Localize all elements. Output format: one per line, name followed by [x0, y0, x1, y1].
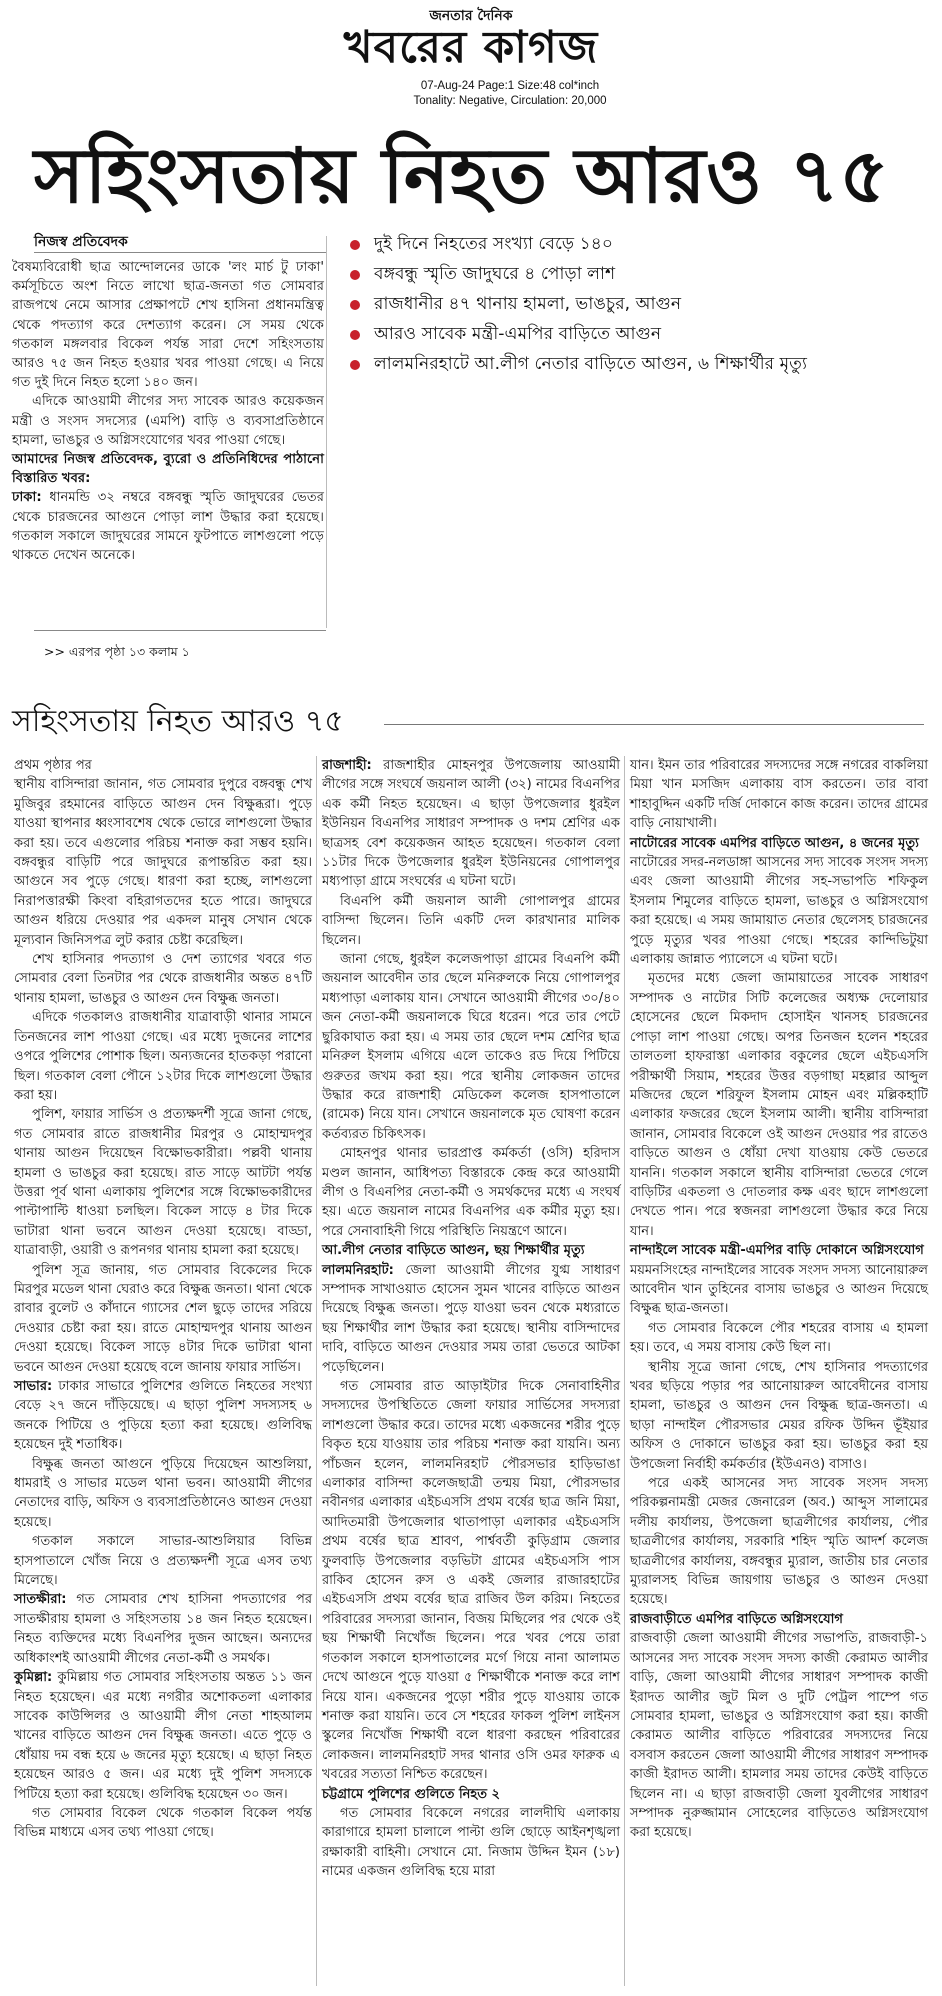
- subheading: চট্টগ্রামে পুলিশের গুলিতে নিহত ২: [322, 1786, 500, 1802]
- bullet-text: আরও সাবেক মন্ত্রী-এমপির বাড়িতে আগুন: [374, 324, 662, 344]
- subheading: নাটোরের সাবেক এমপির বাড়িতে আগুন, ৪ জনের মৃত্যু: [630, 835, 919, 851]
- lead-story: [12, 258, 324, 565]
- dateline-label: সাতক্ষীরা:: [14, 1592, 67, 1608]
- article-column-2: [322, 756, 620, 1882]
- paragraph: ময়মনসিংহের নান্দাইলের সাবেক সংসদ সদস্য আনোয়ারুল আবেদীন খান তুহিনের বাসায় ভাঙচুর ও আগুন দিয়েছে বিক্ষুব্ধ ছাত্র-জনতা।: [630, 1262, 928, 1317]
- bullet-item: [350, 320, 920, 350]
- article-column-1: [14, 756, 312, 1843]
- dateline-text: কুমিল্লায় গত সোমবার সহিংসতায় অন্তত ১১ জন নিহত হয়েছেন। এর মধ্যে নগরীর অশোকতলা এলাকার সাবেক কাউন্সিলর ও আওয়ামী লীগ নেতা শাহআলম খানের বাড়িতে আগুন দেন বিক্ষুব্ধ জনতা। এতে পুড়ে ও ধোঁয়ায় দম বন্ধ হয়ে ৬ জনের মৃত্যু হয়েছে। এ ছাড়া নিহত হয়েছেন আরও ৫ জন। এর মধ্যে দুই পুলিশ সদস্যকে পিটিয়ে হত্যা করা হয়েছে। গুলিবিদ্ধ হয়েছেন ৩০ জন।: [14, 1670, 312, 1802]
- paragraph: গত সোমবার বিকেলে পৌর শহরের বাসায় এ হামলা হয়। তবে, এ সময় বাসায় কেউ ছিল না।: [630, 1320, 928, 1356]
- red-bullet-icon: [350, 330, 360, 340]
- paragraph: শেখ হাসিনার পদত্যাগ ও দেশ ত্যাগের খবরে গত সোমবার বেলা তিনটার পর থেকে রাজধানীর অন্তত ৪৭টি থানায় হামলা, ভাঙচুর ও আগুন দেন বিক্ষুব্ধ জনতা।: [14, 952, 312, 1006]
- dateline-label: ঢাকা:: [12, 490, 42, 506]
- main-headline: সহিংসতায় নিহত আরও ৭৫: [34, 131, 890, 220]
- paragraph: গতকাল সকালে সাভার-আশুলিয়ার বিভিন্ন হাসপাতালে খোঁজ নিয়ে ও প্রত্যক্ষদর্শী সূত্রে এসব তথ্য মিলেছে।: [14, 1534, 312, 1589]
- bullet-item: [350, 230, 920, 260]
- dateline-text: জেলা আওয়ামী লীগের যুগ্ম সাধারণ সম্পাদক সাখাওয়াত হোসেন সুমন খানের বাড়িতে আগুন দিয়েছে বিক্ষুব্ধ জনতা। পুড়ে যাওয়া ভবন থেকে মধ্যরাতে ছয় শিক্ষার্থীর লাশ উদ্ধার করা হয়েছে। স্থানীয় বাসিন্দাদের দাবি, বাড়িতে আগুন দেওয়ার সময় তারা ভেতরে আটকা পড়েছিলেন।: [322, 1262, 620, 1375]
- red-bullet-icon: [350, 300, 360, 310]
- paragraph: [14, 1590, 312, 1668]
- article-column-3: [630, 756, 928, 1843]
- paragraph: [14, 1668, 312, 1804]
- clipping-meta-tonality: Tonality: Negative, Circulation: 20,000: [413, 95, 607, 107]
- dateline-text: ঢাকার সাভারে পুলিশের গুলিতে নিহতের সংখ্যা বেড়ে ২৭ জনে দাঁড়িয়েছে। এ ছাড়া পুলিশ সদস্যসহ ৬ জনকে পিটিয়ে ও পুড়িয়ে হত্যা করা হয়েছে। গুলিবিদ্ধ হয়েছেন দুই শতাধিক।: [14, 1379, 312, 1453]
- paragraph: মোহনপুর থানার ভারপ্রাপ্ত কর্মকর্তা (ওসি) হরিদাস মণ্ডল জানান, আধিপত্য বিস্তারকে কেন্দ্র করে আওয়ামী লীগ ও বিএনপির নেতা-কর্মী ও সমর্থকদের মধ্যে এ সংঘর্ষ হয়। এতে জয়নাল নামের বিএনপির এক কর্মীর মৃত্যু হয়। পরে সেনাবাহিনী গিয়ে পরিস্থিতি নিয়ন্ত্রণে আনে।: [322, 1146, 620, 1239]
- bullet-item: [350, 290, 920, 320]
- column-divider: [326, 236, 327, 628]
- paragraph: মৃতদের মধ্যে জেলা জামায়াতের সাবেক সাধারণ সম্পাদক ও নাটোর সিটি কলেজের অধ্যক্ষ দেলোয়ার হোসেনের ছেলে মিকদাদ হোসাইন খানসহ চারজনের পোড়া লাশ পাওয়া গেছে। অপর তিনজন হলেন শহরের তালতলা হাফরাস্তা এলাকার বকুলের ছেলে এইচএসসি পরীক্ষার্থী সিয়াম, শহরের উত্তর বড়গাছা মহল্লার আব্দুল মজিদের ছেলে শরিফুল ইসলাম মোহন এবং মল্লিকহাটি এলাকার ফজরের ছেলে ইসলাম আলী। স্থানীয় বাসিন্দারা জানান, সোমবার বিকেলে ওই আগুন দেওয়ার পর রাতেও বাড়িতে আগুন ও ধোঁয়া দেখা যাওয়ায় কেউ ভেতরে যাননি। গতকাল সকালে স্থানীয় বাসিন্দারা ভেতরে গেলে বাড়িটির একতলা ও দোতলার কক্ষ এবং ছাদে লাশগুলো দেখতে পান। পরে স্বজনরা লাশগুলো উদ্ধার করে নিয়ে যান।: [630, 971, 928, 1239]
- paragraph: পুলিশ সূত্র জানায়, গত সোমবার বিকেলের দিকে মিরপুর মডেল থানা ঘেরাও করে বিক্ষুব্ধ জনতা। থানা থেকে রাবার বুলেট ও কাঁদানে গ্যাসের শেল ছুড়ে তাদের সরিয়ে দেওয়ার চেষ্টা করা হয়। রাতে মোহাম্মদপুর থানায় আগুন দেওয়া হয়েছে। বিকেল সাড়ে ৪টার দিকে ভাটারা থানা ভবনে আগুন দেওয়া হয়েছে বলে জানায় ফায়ার সার্ভিস।: [14, 1262, 312, 1375]
- dateline-label: কুমিল্লা:: [14, 1670, 53, 1686]
- divider: [34, 630, 326, 631]
- paragraph: স্থানীয় সূত্রে জানা গেছে, শেখ হাসিনার পদত্যাগের খবর ছড়িয়ে পড়ার পর আনোয়ারুল আবেদীনের বাসায় হামলা, ভাঙচুর ও আগুন দেন বিক্ষুব্ধ ছাত্র-জনতা। এ ছাড়া নান্দাইল পৌরসভার মেয়র রফিক উদ্দিন ভূঁইয়ার অফিস ও দোকানে ভাঙচুর করা হয়। ভাঙচুর করা হয় উপজেলা নির্বাহী কর্মকর্তার (ইউএনও) বাসাও।: [630, 1359, 928, 1472]
- divider: [34, 252, 326, 253]
- dateline-label: সাভার:: [14, 1379, 53, 1394]
- column-divider: [624, 756, 625, 1986]
- lead-paragraph: [12, 488, 324, 565]
- paragraph: বিএনপি কর্মী জয়নাল আলী গোপালপুর গ্রামের বাসিন্দা ছিলেন। তিনি একটি দেল কারখানার মালিক ছিলেন।: [322, 893, 620, 948]
- paragraph: যান। ইমন তার পরিবারের সদস্যদের সঙ্গে নগরের বাকলিয়া মিয়া খান মসজিদ এলাকায় বাস করতেন। তার বাবা শাহাবুদ্দিন একটি দর্জি দোকানে কাজ করেন। তাদের গ্রামের বাড়ি নোয়াখালী।: [630, 758, 928, 832]
- column-divider: [316, 756, 317, 1986]
- red-bullet-icon: [350, 240, 360, 250]
- masthead-tagline: জনতার দৈনিক: [429, 8, 513, 24]
- clipping-meta-date: 07-Aug-24 Page:1 Size:48 col*inch: [420, 80, 600, 92]
- paragraph: স্থানীয় বাসিন্দারা জানান, গত সোমবার দুপুরে বঙ্গবন্ধু শেখ মুজিবুর রহমানের বাড়িতে আগুন দেন বিক্ষুব্ধরা। পুড়ে যাওয়া স্থাপনার ধ্বংসাবশেষ থেকে ভোরে লাশগুলো উদ্ধার করা হয়। তবে এগুলোর পরিচয় শনাক্ত করা সম্ভব হয়নি। বঙ্গবন্ধুর বাড়িটি পরে জাদুঘরে রূপান্তরিত করা হয়। আগুনে সব পুড়ে গেছে। ধারণা করা হচ্ছে, লাশগুলো নিরাপত্তারক্ষী কিংবা বহিরাগতদের হতে পারে। জাদুঘরে আগুন ধরিয়ে দেওয়ার পর একদল মানুষ সেখান থেকে মূল্যবান জিনিসপত্র লুট করার চেষ্টা করেছিল।: [14, 777, 312, 948]
- bullet-text: রাজধানীর ৪৭ থানায় হামলা, ভাঙচুর, আগুন: [374, 294, 682, 314]
- bullet-text: লালমনিরহাটে আ.লীগ নেতার বাড়িতে আগুন, ৬ শিক্ষার্থীর মৃত্যু: [374, 354, 808, 374]
- masthead: [0, 0, 942, 112]
- jump-headline: সহিংসতায় নিহত আরও ৭৫: [12, 704, 344, 739]
- paragraph: [14, 1377, 312, 1455]
- red-bullet-icon: [350, 360, 360, 370]
- dateline-text: রাজশাহীর মোহনপুর উপজেলায় আওয়ামী লীগের সঙ্গে সংঘর্ষে জয়নাল আলী (৩২) নামের বিএনপির এক কর্মী নিহত হয়েছেন। এ ছাড়া উপজেলার ধুরইল ইউনিয়ন বিএনপির সাধারণ সম্পাদক ও দশম শ্রেণির এক ছাত্রসহ বেশ কয়েকজন আহত হয়েছেন। গতকাল বেলা ১১টার দিকে উপজেলার ধুরইল ইউনিয়নের গোপালপুর মধ্যপাড়া গ্রামে সংঘর্ষের এ ঘটনা ঘটে।: [322, 758, 620, 890]
- paragraph: গত সোমবার বিকেল থেকে গতকাল বিকেল পর্যন্ত বিভিন্ন মাধ্যমে এসব তথ্য পাওয়া গেছে।: [14, 1805, 312, 1841]
- paragraph: [322, 756, 620, 892]
- bullet-text: বঙ্গবন্ধু স্মৃতি জাদুঘরে ৪ পোড়া লাশ: [374, 264, 616, 284]
- newspaper-logo: খবরের কাগজ: [343, 22, 599, 73]
- highlight-bullets: [350, 230, 920, 380]
- bullet-text: দুই দিনে নিহতের সংখ্যা বেড়ে ১৪০: [374, 234, 614, 254]
- subheading: রাজবাড়ীতে এমপির বাড়িতে অগ্নিসংযোগ: [630, 1611, 843, 1627]
- paragraph: পুলিশ, ফায়ার সার্ভিস ও প্রত্যক্ষদর্শী সূত্রে জানা গেছে, গত সোমবার রাতে রাজধানীর মিরপুর ও মোহাম্মদপুর থানায় আগুন দিয়েছেন বিক্ষোভকারীরা। পল্লবী থানায় হামলা ও ভাঙচুর করা হয়েছে। রাত সাড়ে আটটা পর্যন্ত উত্তরা পূর্ব থানা এলাকায় পুলিশের সঙ্গে বিক্ষোভকারীদের পাল্টাপাল্টি ধাওয়া চলছিল। বিকেল সাড়ে ৪ টার দিকে ভাটারা থানা ভবনে আগুন দেওয়া হয়েছে। বাড্ডা, যাত্রাবাড়ী, ওয়ারী ও রূপনগর থানায় হামলা করা হয়েছে।: [14, 1107, 312, 1259]
- paragraph: এদিকে গতকালও রাজধানীর যাত্রাবাড়ী থানার সামনে তিনজনের লাশ পাওয়া গেছে। এর মধ্যে দুজনের লাশের ওপরে পুলিশের পোশাক ছিল। অন্যজনের হাতকড়া পরানো ছিল। গতকাল বেলা পৌনে ১২টার দিকে লাশগুলো উদ্ধার করা হয়।: [14, 1010, 312, 1103]
- lead-paragraph: বৈষম্যবিরোধী ছাত্র আন্দোলনের ডাকে 'লং মার্চ টু ঢাকা' কর্মসূচিতে অংশ নিতে লাখো ছাত্র-জনতা গত সোমবার রাজপথে নেমে আসার প্রেক্ষাপটে শেখ হাসিনা প্রধানমন্ত্রিত্ব থেকে পদত্যাগ করে দেশত্যাগ করেন। সে সময় থেকে গতকাল মঙ্গলবার বিকেল পর্যন্ত সারা দেশে সহিংসতায় আরও ৭৫ জন নিহত হওয়ার খবর পাওয়া গেছে। এ নিয়ে গত দুই দিনে নিহত হলো ১৪০ জন।: [12, 260, 324, 391]
- dateline-text: গত সোমবার শেখ হাসিনা পদত্যাগের পর সাতক্ষীরায় হামলা ও সহিংসতায় ১৪ জন নিহত হয়েছেন। নিহত ব্যক্তিদের মধ্যে বিএনপির দুজন আছেন। অন্যদের অধিকাংশই আওয়ামী লীগের নেতা-কর্মী ও সমর্থক।: [14, 1592, 312, 1666]
- lead-paragraph: এদিকে আওয়ামী লীগের সদ্য সাবেক আরও কয়েকজন মন্ত্রী ও সংসদ সদস্যের (এমপি) বাড়ি ও ব্যবসাপ্রতিষ্ঠানে হামলা, ভাঙচুর ও অগ্নিসংযোগের খবর পাওয়া গেছে।: [12, 394, 324, 448]
- divider: [384, 724, 924, 725]
- jump-source-line: প্রথম পৃষ্ঠার পর: [14, 758, 92, 773]
- dateline-text: ধানমন্ডি ৩২ নম্বরে বঙ্গবন্ধু স্মৃতি জাদুঘরের ভেতর থেকে চারজনের আগুনে পোড়া লাশ উদ্ধার করা হয়েছে। গতকাল সকালে জাদুঘরের সামনে ফুটপাতে লাশগুলো পড়ে থাকতে দেখেন অনেকে।: [12, 490, 324, 564]
- paragraph: জানা গেছে, ধুরইল কলেজপাড়া গ্রামের বিএনপি কর্মী জয়নাল আবেদীন তার ছেলে মনিরুলকে নিয়ে গোপালপুর মধ্যপাড়া এলাকায় যান। সেখানে আওয়ামী লীগের ৩০/৪০ জন নেতা-কর্মী জয়নালকে ঘিরে ধরেন। পরে তার পেটে ছুরিকাঘাত করা হয়। এ সময় তার ছেলে দশম শ্রেণির ছাত্র মনিরুল ইসলাম এগিয়ে এলে তাকেও রড দিয়ে পিটিয়ে গুরুতর জখম করা হয়। পরে স্থানীয় লোকজন তাদের উদ্ধার করে রাজশাহী মেডিকেল কলেজ হাসপাতালে (রামেক) নিয়ে যান। সেখানে জয়নালকে মৃত ঘোষণা করেন কর্তব্যরত চিকিৎসক।: [322, 952, 620, 1142]
- paragraph: রাজবাড়ী জেলা আওয়ামী লীগের সভাপতি, রাজবাড়ী-১ আসনের সদ্য সাবেক সংসদ সদস্য কাজী কেরামত আলীর বাড়ি, জেলা আওয়ামী লীগের সাধারণ সম্পাদক কাজী ইরাদত আলীর জুট মিল ও দুটি পেট্রল পাম্পে গত সোমবার হামলা, ভাঙচুর ও অগ্নিসংযোগ করা হয়। কাজী কেরামত আলীর বাড়িতে পরিবারের সদস্যদের নিয়ে বসবাস করতেন জেলা আওয়ামী লীগের সাধারণ সম্পাদক কাজী ইরাদত আলী। হামলার সময় তাদের কেউই বাড়িতে ছিলেন না। এ ছাড়া রাজবাড়ী জেলা যুবলীগের সাধারণ সম্পাদক নুরুজ্জামান সোহেলের বাড়িতেও অগ্নিসংযোগ করা হয়েছে।: [630, 1631, 928, 1841]
- dateline-label: রাজশাহী:: [322, 758, 372, 773]
- paragraph: পরে একই আসনের সদ্য সাবেক সংসদ সদস্য পরিকল্পনামন্ত্রী মেজর জেনারেল (অব.) আব্দুস সালামের দলীয় কার্যালয়, উপজেলা ছাত্রলীগের কার্যালয়, পৌর ছাত্রলীগের কার্যালয়, সরকারি শহিদ স্মৃতি আদর্শ কলেজ ছাত্রলীগের কার্যালয়, বঙ্গবন্ধুর ম্যুরাল, জাতীয় চার নেতার ম্যুরালসহ বিভিন্ন জায়গায় ভাঙচুর ও আগুন দেওয়া হয়েছে।: [630, 1476, 928, 1608]
- bullet-item: [350, 260, 920, 290]
- continued-marker: >> এরপর পৃষ্ঠা ১৩ কলাম ১: [44, 644, 190, 659]
- paragraph: বিক্ষুব্ধ জনতা আগুনে পুড়িয়ে দিয়েছেন আশুলিয়া, ধামরাই ও সাভার মডেল থানা ভবন। আওয়ামী লীগের নেতাদের বাড়ি, অফিস ও ব্যবসাপ্রতিষ্ঠানেও আগুন দেওয়া হয়েছে।: [14, 1456, 312, 1530]
- bullet-item: [350, 350, 920, 380]
- dateline-label: লালমনিরহাট:: [322, 1262, 394, 1278]
- lead-paragraph-bold: আমাদের নিজস্ব প্রতিবেদক, ব্যুরো ও প্রতিনিধিদের পাঠানো বিস্তারিত খবর:: [12, 452, 324, 487]
- byline: নিজস্ব প্রতিবেদক: [34, 234, 128, 250]
- paragraph: [322, 1261, 620, 1377]
- red-bullet-icon: [350, 270, 360, 280]
- subheading: আ.লীগ নেতার বাড়িতে আগুন, ছয় শিক্ষার্থীর মৃত্যু: [322, 1243, 585, 1259]
- paragraph: নাটোরের সদর-নলডাঙ্গা আসনের সদ্য সাবেক সংসদ সদস্য এবং জেলা আওয়ামী লীগের সহ-সভাপতি শফিকুল ইসলাম শিমুলের বাড়িতে হামলা, ভাঙচুর ও অগ্নিসংযোগ করা হয়েছে। এ সময় জামায়াত নেতার ছেলেসহ চারজনের পুড়ে মৃত্যুর খবর পাওয়া গেছে। শহরের কান্দিভিটুয়া এলাকায় জান্নাত প্যালেসে এ ঘটনা ঘটে।: [630, 855, 928, 968]
- paragraph: গত সোমবার রাত আড়াইটার দিকে সেনাবাহিনীর সদস্যদের উপস্থিতিতে জেলা ফায়ার সার্ভিসের সদস্যরা লাশগুলো উদ্ধার করে। তাদের মধ্যে একজনের শরীর পুড়ে বিকৃত হয়ে যাওয়ায় তার পরিচয় শনাক্ত করা যায়নি। অন্য পাঁচজন হলেন, লালমনিরহাট পৌরসভার হাড়িভাঙা এলাকার বাসিন্দা কলেজছাত্রী তন্ময় মিয়া, পৌরসভার নবীনগর এলাকার এইচএসসি প্রথম বর্ষের ছাত্র জনি মিয়া, আদিতমারী উপজেলার থাতাপাড়া এলাকার এইচএসসি প্রথম বর্ষের ছাত্র শ্রাবণ, পার্শ্ববর্তী কুড়িগ্রাম জেলার ফুলবাড়ি উপজেলার বড়ভিটা গ্রামের এইচএসসি পাস রাকিব হোসেন রুস ও একই জেলার রাজারহাটের এইচএসসি প্রথম বর্ষের ছাত্র রাজিব উল করিম। নিহতের পরিবারের সদস্যরা জানান, বিজয় মিছিলের পর থেকে ওই ছয় শিক্ষার্থী নিখোঁজ ছিলেন। পরে খবর পেয়ে তারা গতকাল সকালে হাসপাতালের মর্গে গিয়ে নানা আলামত দেখে আগুনে পুড়ে যাওয়া ৫ শিক্ষার্থীকে শনাক্ত করে লাশ নিয়ে যান। একজনের পুড়ো শরীর পুড়ে যাওয়ায় তাকে শনাক্ত করা যায়নি। তবে সে শহরের ফাকল পুলিশ লাইনস স্কুলের নিখোঁজ শিক্ষার্থী বলে ধারণা করছেন পরিবারের লোকজন। লালমনিরহাট সদর থানার ওসি ওমর ফারুক এ খবরের সত্যতা নিশ্চিত করেছেন।: [322, 1379, 620, 1783]
- paragraph: গত সোমবার বিকেলে নগরের লালদীঘি এলাকায় কারাগারে হামলা চালালে পাল্টা গুলি ছোড়ে আইনশৃঙ্খলা রক্ষাকারী বাহিনী। সেখানে মো. নিজাম উদ্দিন ইমন (১৮) নামের একজন গুলিবিদ্ধ হয়ে মারা: [322, 1805, 620, 1880]
- subheading: নান্দাইলে সাবেক মন্ত্রী-এমপির বাড়ি দোকানে অগ্নিসংযোগ: [630, 1243, 924, 1259]
